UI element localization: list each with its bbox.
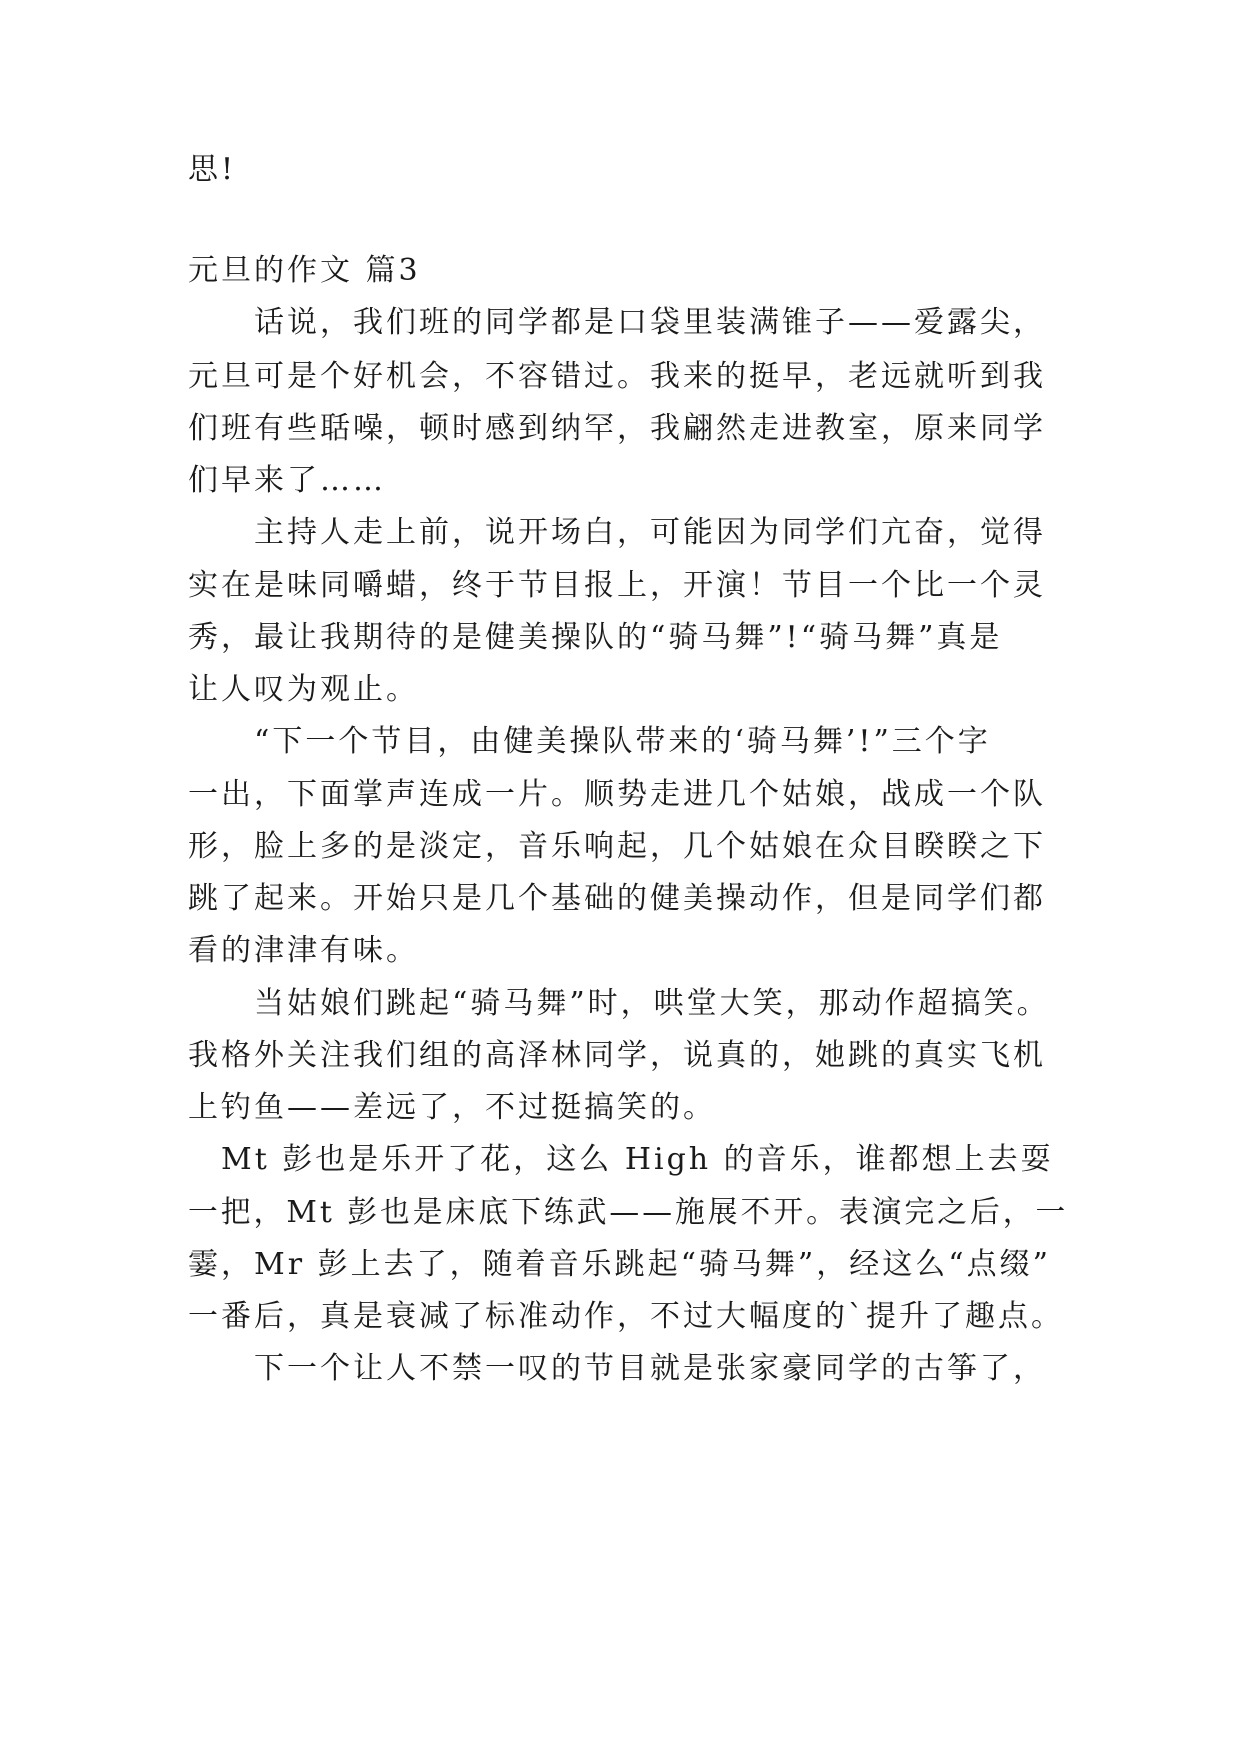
section-title: 元旦的作文 篇3 <box>188 253 421 288</box>
text-line: 下一个让人不禁一叹的节目就是张家豪同学的古筝了， <box>188 1351 1046 1386</box>
text-line: 让人叹为观止。 <box>188 672 419 707</box>
text-line: 一把，Mt 彭也是床底下练武——施展不开。表演完之后，一 <box>188 1195 1069 1230</box>
text-line: 们班有些聒噪，顿时感到纳罕，我翩然走进教室，原来同学 <box>188 411 1046 446</box>
text-line: 跳了起来。开始只是几个基础的健美操动作，但是同学们都 <box>188 881 1046 916</box>
text-line: 秀，最让我期待的是健美操队的“骑马舞”!“骑马舞”真是 <box>188 620 1003 655</box>
text-line: Mt 彭也是乐开了花，这么 High 的音乐，谁都想上去耍 <box>188 1142 1054 1177</box>
text-line: 当姑娘们跳起“骑马舞”时，哄堂大笑，那动作超搞笑。 <box>188 986 1050 1021</box>
text-line: “下一个节目，由健美操队带来的‘骑马舞’!”三个字 <box>188 724 991 759</box>
text-line: 思! <box>188 152 237 187</box>
text-line: 我格外关注我们组的高泽林同学，说真的，她跳的真实飞机 <box>188 1038 1046 1073</box>
text-line: 一番后，真是衰减了标准动作，不过大幅度的`提升了趣点。 <box>188 1299 1064 1334</box>
text-line: 看的津津有味。 <box>188 933 419 968</box>
text-line: 实在是味同嚼蜡，终于节目报上，开演！节目一个比一个灵 <box>188 568 1046 603</box>
text-line: 主持人走上前，说开场白，可能因为同学们亢奋，觉得 <box>188 515 1046 550</box>
text-line: 一出，下面掌声连成一片。顺势走进几个姑娘，战成一个队 <box>188 777 1046 812</box>
text-line: 们早来了…… <box>188 463 386 498</box>
text-line: 话说，我们班的同学都是口袋里装满锥子——爱露尖， <box>188 305 1046 340</box>
text-line: 上钓鱼——差远了，不过挺搞笑的。 <box>188 1090 716 1125</box>
text-line: 霎，Mr 彭上去了，随着音乐跳起“骑马舞”，经这么“点缀” <box>188 1247 1051 1282</box>
text-line: 形，脸上多的是淡定，音乐响起，几个姑娘在众目睽睽之下 <box>188 829 1046 864</box>
text-line: 元旦可是个好机会，不容错过。我来的挺早，老远就听到我 <box>188 359 1046 394</box>
